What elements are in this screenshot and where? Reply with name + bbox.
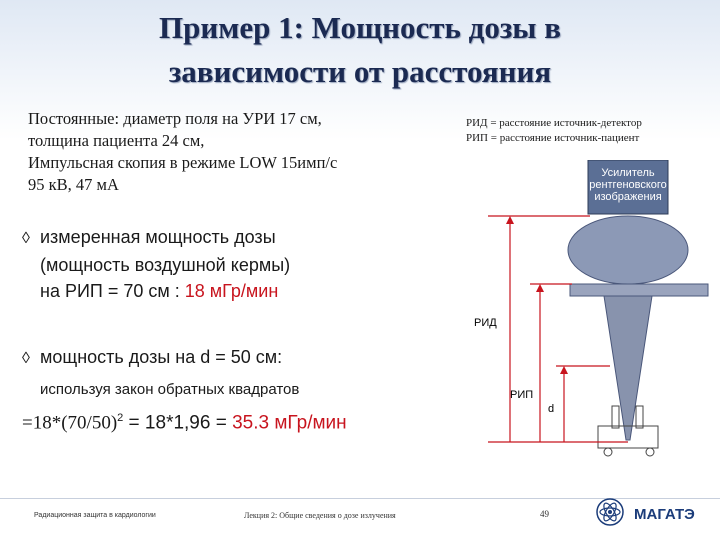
title-line-2: зависимости от расстояния — [168, 54, 552, 89]
constants-line: 95 кВ, 47 мА — [28, 175, 119, 194]
formula-result: 35.3 мГр/мин — [232, 412, 347, 434]
bullet1-dose-value: 18 мГр/мин — [184, 281, 279, 301]
detector-label-3: изображения — [594, 191, 662, 203]
tube-wheel-right — [646, 448, 654, 456]
bullet2-line1: мощность дозы на d = 50 см: — [40, 347, 283, 367]
formula-part1: =18*(70/50) — [22, 412, 118, 434]
tube-support-right — [636, 406, 643, 428]
rip-label: РИП — [510, 389, 534, 401]
bullet1-line1: измеренная мощность дозы — [40, 227, 276, 247]
diamond-bullet-icon: ◊ — [22, 350, 30, 367]
patient-table — [570, 284, 708, 296]
patient-ellipse — [568, 216, 688, 284]
constants-line: Постоянные: диаметр поля на УРИ 17 см, — [28, 109, 322, 128]
org-name: МАГАТЭ — [634, 506, 695, 523]
legend-rid: РИД = расстояние источник-детектор — [466, 117, 642, 129]
tube-support-left — [612, 406, 619, 428]
rid-arrow-icon — [506, 216, 514, 224]
bullet-measured-dose — [22, 224, 442, 304]
legend-rip: РИП = расстояние источник-пациент — [466, 132, 640, 144]
title-line-1: Пример 1: Мощность дозы в — [158, 10, 561, 45]
d-label: d — [548, 403, 555, 415]
bullet-dose-at-d — [22, 345, 442, 371]
tube-wheel-left — [604, 448, 612, 456]
footer-course: Радиационная защита в кардиологии — [34, 512, 156, 519]
page-number: 49 — [540, 509, 549, 519]
abbreviation-legend — [466, 116, 642, 146]
formula-exponent: 2 — [117, 412, 124, 424]
bullet1-line2: (мощность воздушной кермы) — [40, 255, 291, 275]
detector-label-2: рентгеновского — [589, 179, 667, 191]
constants-block — [28, 108, 448, 196]
inverse-square-note: используя закон обратных квадратов — [40, 381, 300, 398]
formula — [22, 412, 347, 434]
rid-label: РИД — [474, 317, 497, 329]
diamond-bullet-icon: ◊ — [22, 230, 30, 247]
formula-part2: = 18*1,96 = — [123, 412, 233, 434]
constants-line: толщина пациента 24 см, — [28, 131, 205, 150]
iaea-logo-icon — [594, 496, 626, 528]
geometry-diagram — [460, 160, 720, 460]
bullet1-line3-prefix: на РИП = 70 см : — [40, 281, 185, 301]
d-arrow-icon — [560, 366, 568, 374]
rip-arrow-icon — [536, 284, 544, 292]
slide-title — [0, 6, 720, 94]
xray-beam-cone — [604, 296, 652, 440]
constants-line: Импульсная скопия в режиме LOW 15имп/с — [28, 153, 338, 172]
footer-lecture: Лекция 2: Общие сведения о дозе излучения — [244, 511, 396, 520]
detector-label-1: Усилитель — [601, 167, 655, 179]
